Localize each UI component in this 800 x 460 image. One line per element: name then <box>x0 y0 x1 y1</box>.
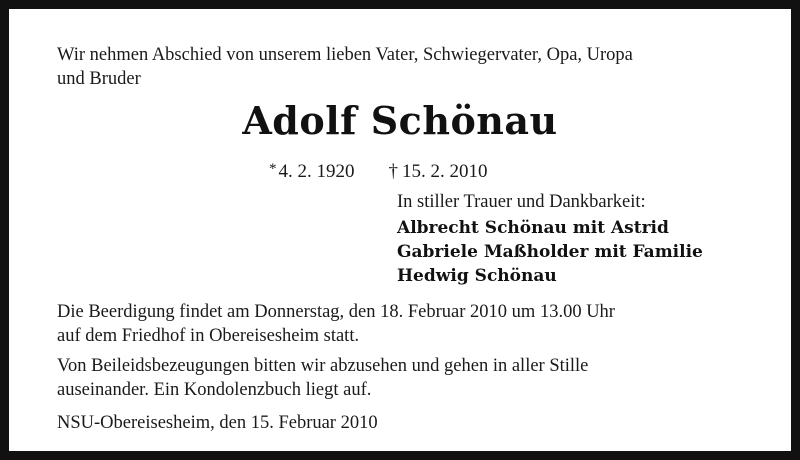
intro-line-1: Wir nehmen Abschied von unserem lieben Vater, Schwiegervater, Opa, Uropa <box>57 45 633 65</box>
death-date: 15. 2. 2010 <box>402 161 488 182</box>
intro-line-2: und Bruder <box>57 69 141 89</box>
birth-symbol: * <box>269 161 277 177</box>
funeral-line-2: auf dem Friedhof in Obereisesheim statt. <box>57 326 360 346</box>
deceased-name: Adolf Schönau <box>242 98 558 143</box>
mourner-name: Gabriele Maßholder mit Familie <box>397 242 703 262</box>
condolences-line-2: auseinander. Ein Kondolenzbuch liegt auf. <box>57 380 372 400</box>
condolences-line-1: Von Beileidsbezeugungen bitten wir abzusehen und gehen in aller Stille <box>57 356 589 376</box>
mourning-heading: In stiller Trauer und Dankbarkeit: <box>397 192 646 212</box>
birth-date: 4. 2. 1920 <box>278 161 355 182</box>
funeral-line-1: Die Beerdigung findet am Donnerstag, den 18. Februar 2010 um 13.00 Uhr <box>57 302 615 322</box>
mourners-list <box>397 216 703 288</box>
death-symbol: † <box>388 161 398 182</box>
life-dates <box>269 157 488 184</box>
mourner-name: Albrecht Schönau mit Astrid <box>397 218 669 238</box>
place-date: NSU-Obereisesheim, den 15. Februar 2010 <box>57 413 378 433</box>
mourner-name: Hedwig Schönau <box>397 266 557 286</box>
